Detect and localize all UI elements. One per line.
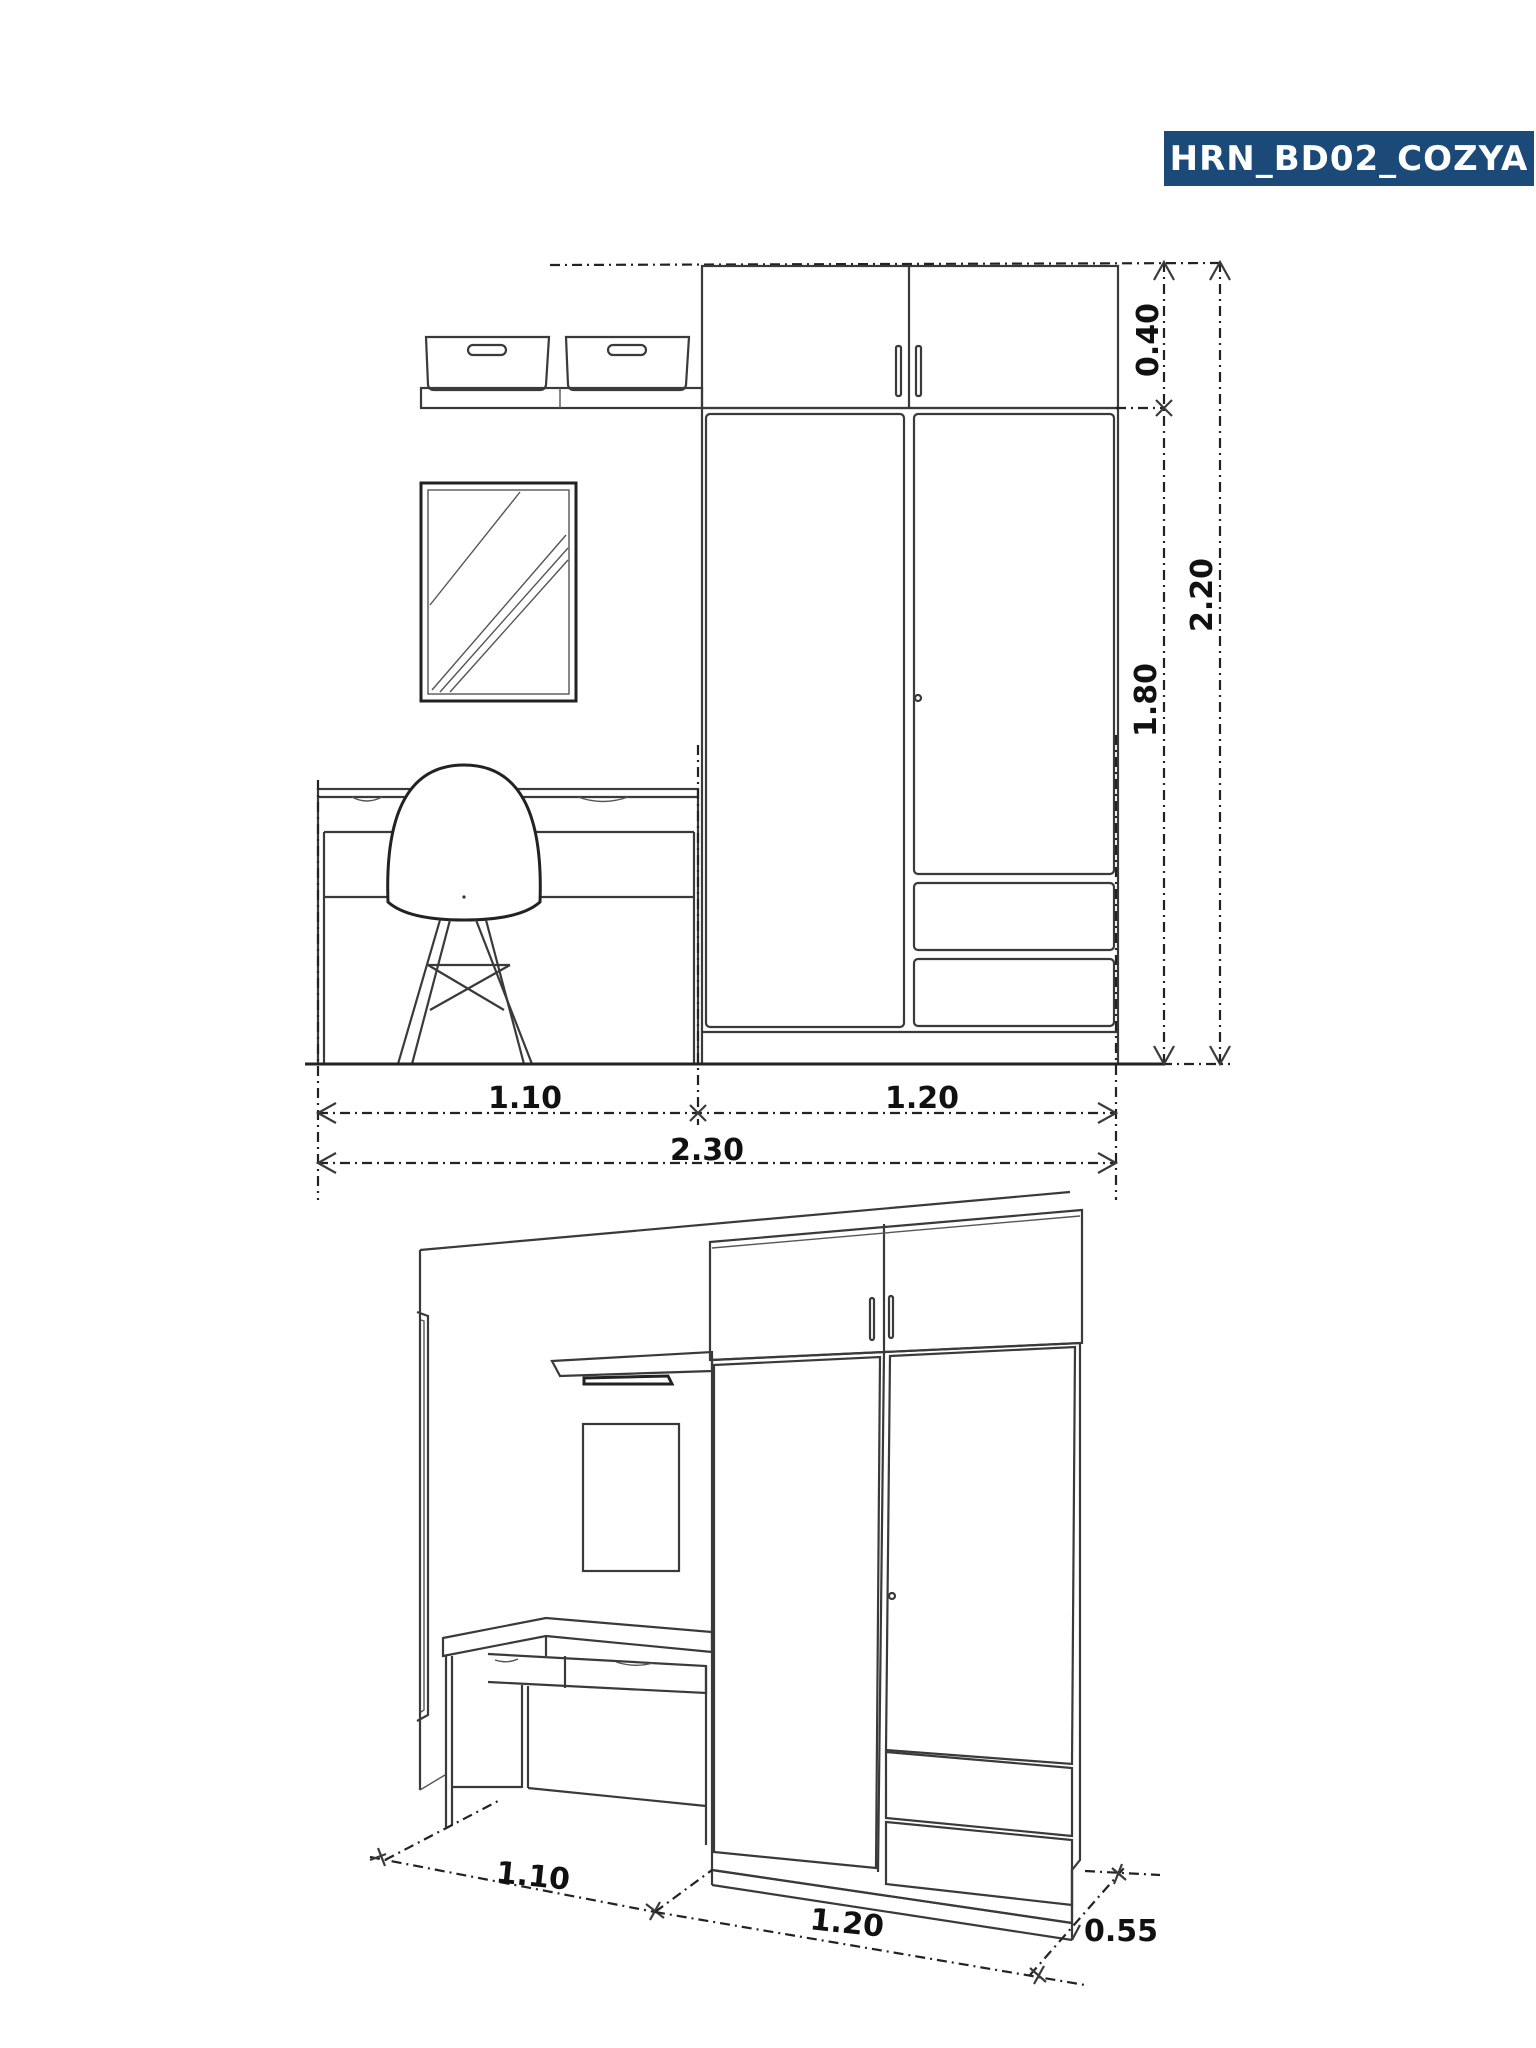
dim-wardrobe-depth-perspective: 0.55 <box>1083 1914 1159 1949</box>
wardrobe <box>702 408 1118 1064</box>
dim-line-horizontal-inner <box>318 1103 1116 1123</box>
dim-wardrobe-width-perspective: 1.20 <box>808 1902 886 1945</box>
wardrobe-perspective <box>712 1343 1080 1940</box>
upper-cabinet <box>702 266 1118 408</box>
wall-shelf-perspective <box>552 1352 712 1384</box>
wall-mirror-perspective <box>583 1424 679 1571</box>
wall-shelf <box>421 337 702 408</box>
dim-wardrobe-height: 1.80 <box>1129 662 1164 738</box>
dim-total-height: 2.20 <box>1185 557 1220 633</box>
dim-total-width: 2.30 <box>669 1133 745 1168</box>
wall-mirror <box>421 483 576 701</box>
dim-upper-cabinet-height: 0.40 <box>1131 302 1166 378</box>
dim-wardrobe-width: 1.20 <box>884 1081 960 1116</box>
dim-desk-width: 1.10 <box>487 1081 563 1116</box>
top-reference-line <box>550 263 1220 265</box>
dim-line-vertical-outer <box>1210 262 1230 1064</box>
drawer-lower-perspective <box>886 1822 1072 1905</box>
perspective-view <box>370 1192 1160 1985</box>
chair <box>388 765 541 1064</box>
product-code: HRN_BD02_COZYA <box>1169 138 1529 179</box>
ceiling-edge <box>420 1192 1070 1250</box>
drawer-upper <box>914 883 1114 950</box>
upper-cabinet-perspective <box>710 1210 1082 1360</box>
front-elevation <box>305 262 1230 1200</box>
desk-perspective <box>443 1618 712 1845</box>
drawer-lower <box>914 959 1114 1026</box>
dim-desk-width-perspective: 1.10 <box>494 1855 572 1898</box>
drawer-upper-perspective <box>886 1752 1072 1836</box>
